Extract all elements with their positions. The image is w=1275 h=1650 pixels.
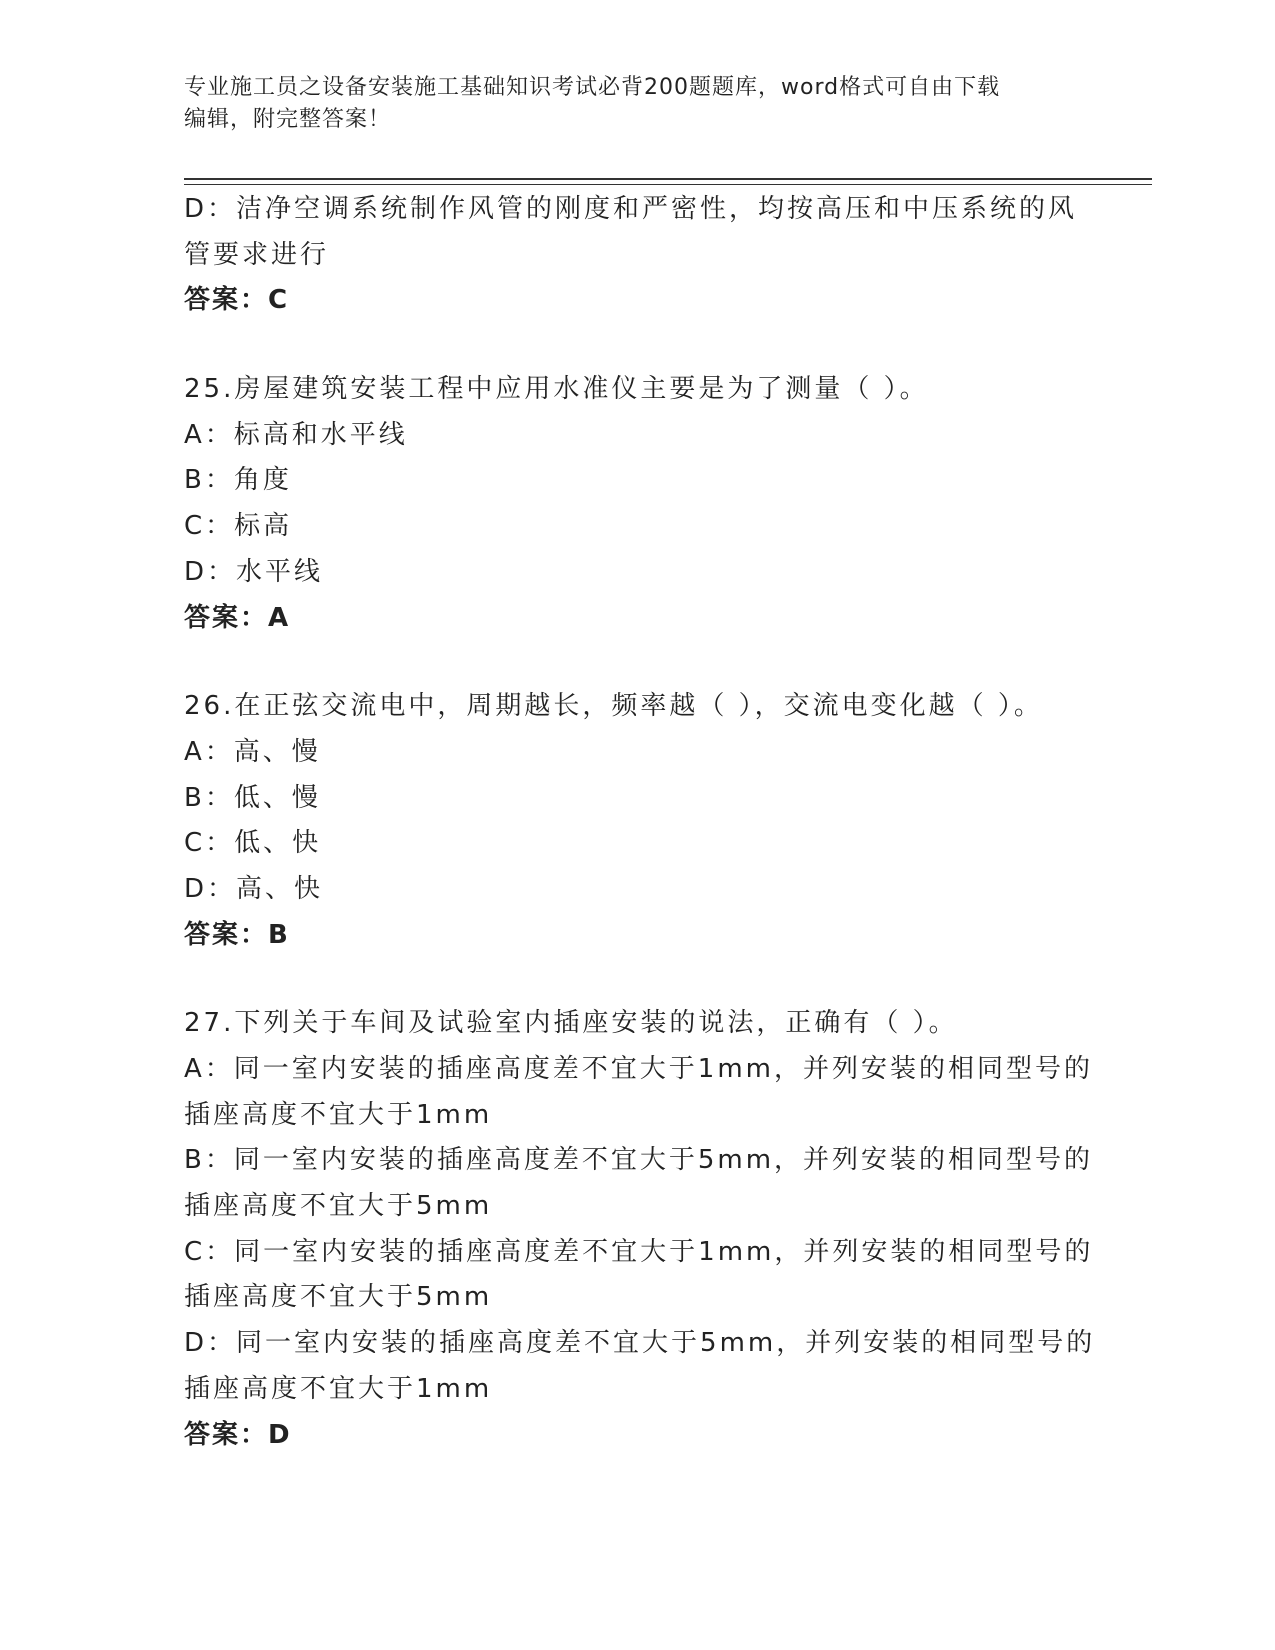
previous-question-tail bbox=[184, 187, 1084, 324]
question-stem: 26.在正弦交流电中，周期越长，频率越（ ），交流电变化越（ ）。 bbox=[184, 691, 1043, 722]
option-d: D：高、快 bbox=[184, 873, 324, 904]
option-d: D：同一室内安装的插座高度差不宜大于5mm，并列安装的相同型号的 bbox=[184, 1328, 1096, 1359]
question-stem: 27.下列关于车间及试验室内插座安装的说法，正确有（ ）。 bbox=[184, 1008, 958, 1039]
answer-label: 答案：A bbox=[184, 602, 291, 633]
option-a-continuation: 插座高度不宜大于1mm bbox=[184, 1099, 493, 1130]
header-divider-thick bbox=[184, 178, 1152, 180]
option-c: C：低、快 bbox=[184, 828, 322, 859]
option-d: D：水平线 bbox=[184, 556, 324, 587]
header-divider-thin bbox=[184, 184, 1152, 185]
option-a: A：标高和水平线 bbox=[184, 419, 408, 450]
option-b: B：同一室内安装的插座高度差不宜大于5mm，并列安装的相同型号的 bbox=[184, 1145, 1094, 1176]
answer-label: 答案：D bbox=[184, 1419, 292, 1450]
question-list bbox=[184, 187, 1096, 1458]
option-d-continuation: 插座高度不宜大于1mm bbox=[184, 1373, 493, 1404]
option-b-continuation: 插座高度不宜大于5mm bbox=[184, 1191, 493, 1222]
option-c: C：标高 bbox=[184, 511, 293, 542]
question-26 bbox=[184, 684, 1084, 958]
option-a: A：同一室内安装的插座高度差不宜大于1mm，并列安装的相同型号的 bbox=[184, 1054, 1093, 1084]
option-c-continuation: 插座高度不宜大于5mm bbox=[184, 1282, 493, 1313]
answer-label: 答案：B bbox=[184, 919, 290, 950]
question-spacer bbox=[184, 324, 1084, 367]
question-stem: 25.房屋建筑安装工程中应用水准仪主要是为了测量（ ）。 bbox=[184, 374, 929, 405]
option-a: A：高、慢 bbox=[184, 736, 321, 767]
header-title-line-2: 编辑，附完整答案！ bbox=[184, 107, 392, 132]
question-spacer bbox=[184, 958, 1084, 1001]
option-d: D：洁净空调系统制作风管的刚度和严密性，均按高压和中压系统的风 bbox=[184, 194, 1078, 224]
option-b: B：低、慢 bbox=[184, 782, 321, 813]
option-b: B：角度 bbox=[184, 465, 292, 496]
answer-label: 答案：C bbox=[184, 285, 290, 316]
question-25 bbox=[184, 367, 1084, 641]
option-d-continuation: 管要求进行 bbox=[184, 239, 330, 270]
header-title-line-1: 专业施工员之设备安装施工基础知识考试必背200题题库，word格式可自由下载 bbox=[184, 75, 1001, 100]
question-27 bbox=[184, 1001, 1096, 1458]
question-spacer bbox=[184, 641, 1084, 684]
document-header bbox=[184, 72, 1064, 136]
option-c: C：同一室内安装的插座高度差不宜大于1mm，并列安装的相同型号的 bbox=[184, 1236, 1094, 1267]
